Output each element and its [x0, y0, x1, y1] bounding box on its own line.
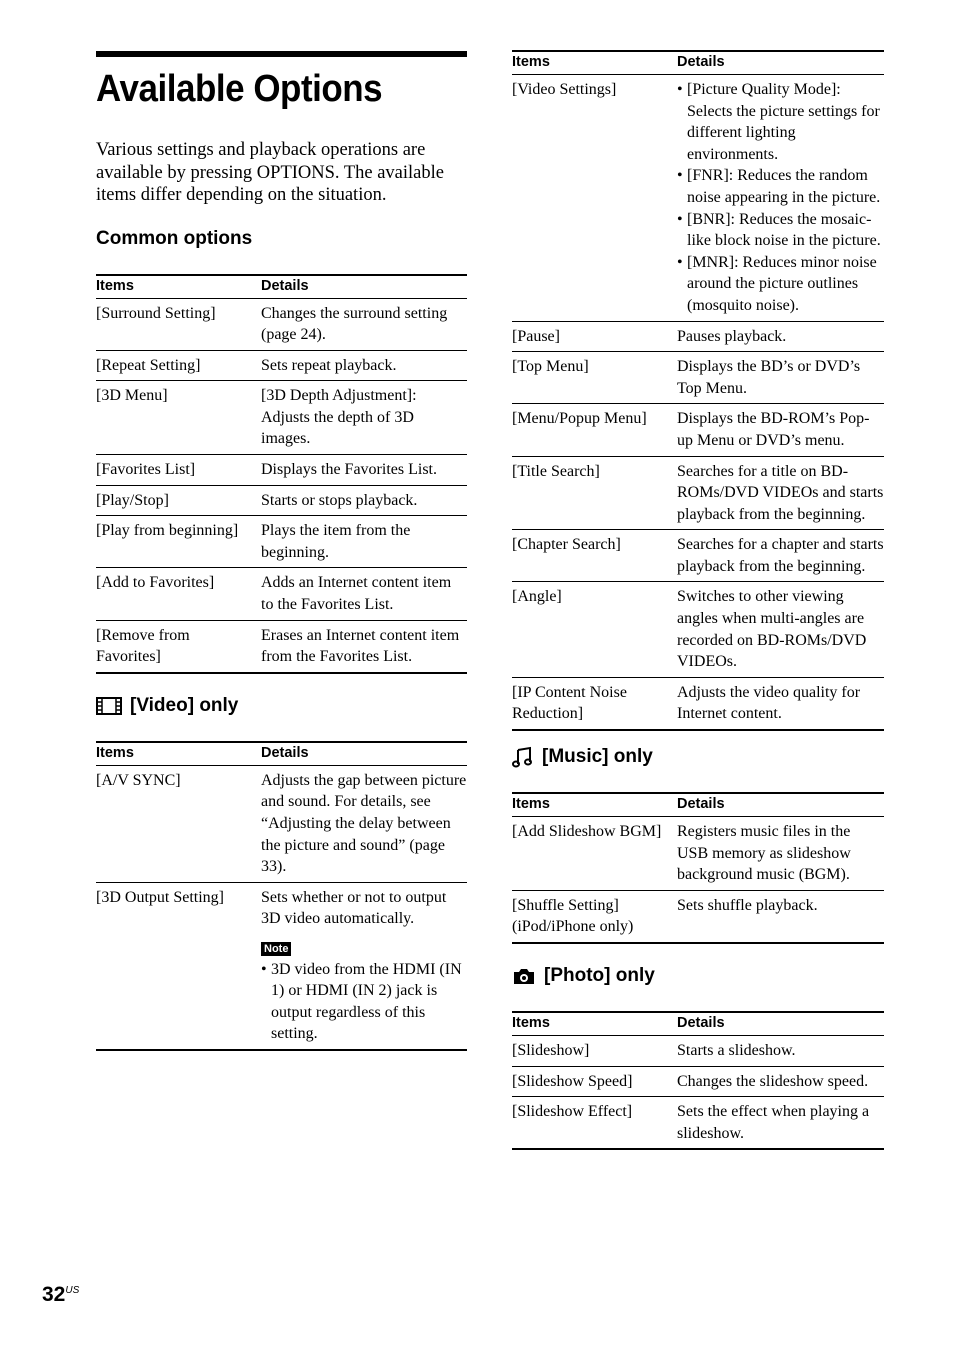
details-cell: Erases an Internet content item from the Favorites List.	[261, 620, 467, 673]
details-header: Details	[677, 51, 884, 75]
items-header: Items	[96, 275, 261, 299]
table-row	[96, 298, 467, 350]
item-cell: [Chapter Search]	[512, 530, 677, 582]
item-cell: [3D Menu]	[96, 381, 261, 455]
table-row	[96, 620, 467, 673]
details-cell: Displays the Favorites List.	[261, 455, 467, 486]
table-row	[512, 677, 884, 730]
details-cell: Plays the item from the beginning.	[261, 516, 467, 568]
table-row	[96, 568, 467, 620]
details-cell	[677, 75, 884, 322]
item-cell: [3D Output Setting]	[96, 882, 261, 1050]
details-header: Details	[261, 275, 467, 299]
item-cell: [Slideshow Speed]	[512, 1066, 677, 1097]
details-cell: Changes the slideshow speed.	[677, 1066, 884, 1097]
details-cell: Sets the effect when playing a slideshow.	[677, 1097, 884, 1150]
items-header: Items	[512, 1012, 677, 1036]
intro-paragraph: Various settings and playback operations are available by pressing OPTIONS. The available items differ depending on the situation.	[96, 140, 444, 205]
film-icon	[96, 696, 122, 716]
table-row	[96, 882, 467, 1050]
camera-icon	[512, 966, 536, 986]
details-cell: Searches for a title on BD-ROMs/DVD VIDEOs and starts playback from the beginning.	[677, 456, 884, 530]
list-item: • [BNR]: Reduces the mosaic-like block noise in the picture.	[677, 209, 884, 252]
item-cell: [Surround Setting]	[96, 298, 261, 350]
details-cell: Starts a slideshow.	[677, 1036, 884, 1067]
item-cell: [Play from beginning]	[96, 516, 261, 568]
items-header: Items	[512, 51, 677, 75]
item-cell: [Angle]	[512, 582, 677, 677]
details-cell: Switches to other viewing angles when multi-angles are recorded on BD-ROMs/DVD VIDEOs.	[677, 582, 884, 677]
table-row	[512, 321, 884, 352]
details-header: Details	[677, 793, 884, 817]
table-row	[512, 75, 884, 322]
details-cell: Adjusts the video quality for Internet content.	[677, 677, 884, 730]
music-only-heading	[512, 745, 884, 769]
details-cell: [3D Depth Adjustment]: Adjusts the depth of 3D images.	[261, 381, 467, 455]
page-title: Available Options	[96, 68, 383, 110]
item-cell: [Shuffle Setting] (iPod/iPhone only)	[512, 890, 677, 943]
music-options-table	[512, 792, 884, 944]
details-header: Details	[261, 742, 467, 766]
common-options-table	[96, 274, 467, 674]
note-badge: Note	[261, 942, 291, 956]
details-cell: Sets shuffle playback.	[677, 890, 884, 943]
table-row	[96, 516, 467, 568]
details-cell: Displays the BD’s or DVD’s Top Menu.	[677, 352, 884, 404]
photo-only-heading-text: [Photo] only	[544, 965, 655, 986]
item-cell: [Menu/Popup Menu]	[512, 404, 677, 456]
item-cell: [Slideshow]	[512, 1036, 677, 1067]
items-header: Items	[96, 742, 261, 766]
table-row	[512, 456, 884, 530]
details-text: Sets whether or not to output 3D video automatically.	[261, 888, 447, 928]
item-cell: [Slideshow Effect]	[512, 1097, 677, 1150]
left-column	[96, 51, 467, 1051]
item-cell: [Favorites List]	[96, 455, 261, 486]
table-row	[512, 1066, 884, 1097]
right-column	[512, 50, 884, 1150]
music-note-icon	[512, 746, 534, 768]
list-item: • [FNR]: Reduces the random noise appearing in the picture.	[677, 165, 884, 208]
table-row	[96, 765, 467, 882]
item-cell: [Repeat Setting]	[96, 350, 261, 381]
table-row	[512, 530, 884, 582]
table-row	[512, 890, 884, 943]
items-header: Items	[512, 793, 677, 817]
details-cell: Pauses playback.	[677, 321, 884, 352]
table-row	[512, 1097, 884, 1150]
details-cell: Displays the BD-ROM’s Pop-up Menu or DVD’s menu.	[677, 404, 884, 456]
page-number-suffix: US	[65, 1285, 80, 1296]
details-cell: Starts or stops playback.	[261, 485, 467, 516]
details-header: Details	[677, 1012, 884, 1036]
item-cell: [Pause]	[512, 321, 677, 352]
item-cell: [Top Menu]	[512, 352, 677, 404]
table-row	[512, 1036, 884, 1067]
page-number-value: 32	[42, 1283, 66, 1306]
details-cell: Adjusts the gap between picture and sound. For details, see “Adjusting the delay between the picture and sound” (page 33).	[261, 765, 467, 882]
item-cell: [Video Settings]	[512, 75, 677, 322]
table-row	[512, 404, 884, 456]
details-cell: Adds an Internet content item to the Favorites List.	[261, 568, 467, 620]
table-row	[96, 381, 467, 455]
video-only-heading	[96, 694, 467, 718]
table-row	[512, 817, 884, 891]
item-cell: [Remove from Favorites]	[96, 620, 261, 673]
video-options-table-left	[96, 741, 467, 1051]
item-cell: [Title Search]	[512, 456, 677, 530]
item-cell: [Add Slideshow BGM]	[512, 817, 677, 891]
page-number	[42, 1283, 79, 1307]
photo-only-heading	[512, 964, 884, 988]
details-cell: Registers music files in the USB memory as slideshow background music (BGM).	[677, 817, 884, 891]
item-cell: [IP Content Noise Reduction]	[512, 677, 677, 730]
list-item: • [Picture Quality Mode]: Selects the picture settings for different lighting environments.	[677, 79, 884, 165]
details-cell: Sets repeat playback.	[261, 350, 467, 381]
title-rule	[96, 51, 467, 57]
photo-options-table	[512, 1011, 884, 1150]
details-cell: Searches for a chapter and starts playback from the beginning.	[677, 530, 884, 582]
table-row	[512, 352, 884, 404]
common-options-heading: Common options	[96, 227, 253, 249]
details-cell	[261, 882, 467, 1050]
table-row	[96, 350, 467, 381]
item-cell: [Add to Favorites]	[96, 568, 261, 620]
video-only-heading-text: [Video] only	[130, 694, 239, 716]
item-cell: [Play/Stop]	[96, 485, 261, 516]
list-item: • [MNR]: Reduces minor noise around the picture outlines (mosquito noise).	[677, 252, 884, 317]
music-only-heading-text: [Music] only	[542, 746, 653, 768]
table-row	[96, 485, 467, 516]
video-settings-list	[677, 79, 884, 317]
item-cell: [A/V SYNC]	[96, 765, 261, 882]
details-cell: Changes the surround setting (page 24).	[261, 298, 467, 350]
note-text: • 3D video from the HDMI (IN 1) or HDMI (IN 2) jack is output regardless of this setting.	[261, 959, 467, 1045]
table-row	[512, 582, 884, 677]
video-options-table-right	[512, 50, 884, 731]
note-list	[261, 959, 467, 1045]
table-row	[96, 455, 467, 486]
